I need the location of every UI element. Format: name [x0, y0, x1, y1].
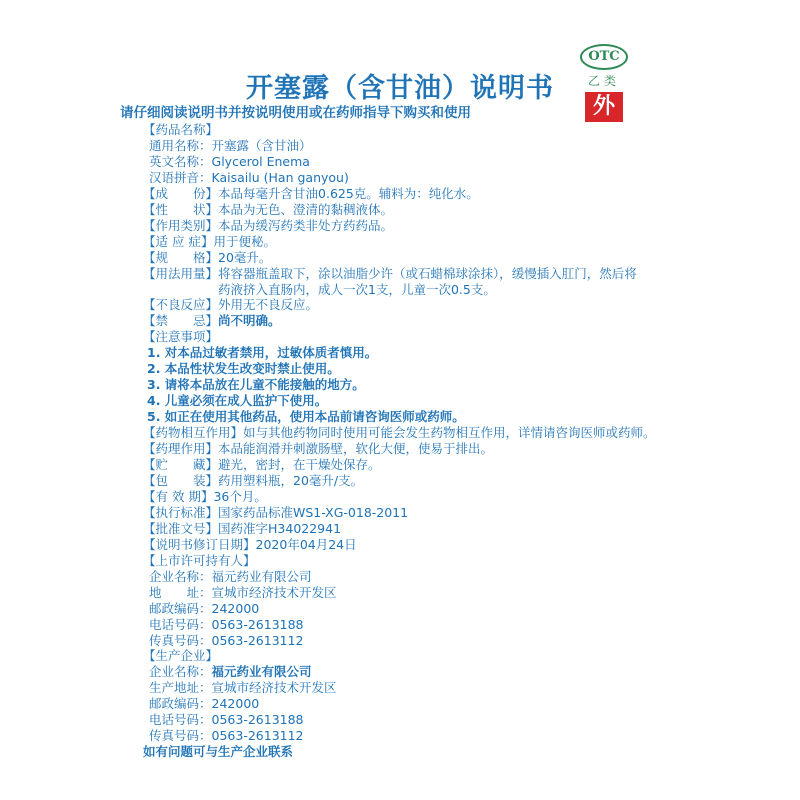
field-label: 传真号码： — [149, 632, 212, 648]
section-value: 外用无不良反应。 — [218, 297, 319, 313]
section-label: 【禁 忌】 — [143, 313, 219, 329]
field-label: 传真号码： — [149, 728, 212, 744]
section-label: 【适 应 症】 — [143, 233, 214, 249]
section-label: 【规 格】 — [143, 249, 219, 265]
section-value: 36个月。 — [213, 488, 267, 504]
field-value: Glycerol Enema — [211, 153, 310, 169]
section-value: 国药准字H34022941 — [218, 520, 342, 536]
section-row — [143, 234, 783, 250]
section-value: 用于便秘。 — [213, 233, 276, 249]
field-label: 生产地址： — [149, 680, 212, 696]
field-label: 企业名称： — [149, 568, 212, 584]
field-value: 242000 — [211, 696, 260, 712]
contact-note — [143, 744, 783, 760]
contact-note-text: 如有问题可与生产企业联系 — [143, 744, 294, 760]
section-label: 【贮 藏】 — [143, 457, 219, 473]
section-row — [143, 473, 783, 489]
precaution-text: 1. 对本品过敏者禁用，过敏体质者慎用。 — [147, 345, 378, 361]
info-field — [143, 601, 783, 617]
section-value: 2020年04月24日 — [255, 536, 357, 552]
field-label: 企业名称： — [149, 664, 212, 680]
field-value: 宣城市经济技术开发区 — [211, 680, 337, 696]
section-value: 避光，密封，在干燥处保存。 — [218, 457, 381, 473]
section-label: 【不良反应】 — [143, 297, 219, 313]
info-field — [143, 680, 783, 696]
section-row — [143, 521, 783, 537]
section-continuation — [143, 282, 783, 298]
precaution-text: 5. 如正在使用其他药品，使用本品前请咨询医师或药师。 — [147, 409, 465, 425]
section-label: 【说明书修订日期】 — [143, 536, 256, 552]
precaution-item — [143, 345, 783, 361]
precaution-item — [143, 393, 783, 409]
section-label: 【药物相互作用】 — [143, 425, 244, 441]
section-label: 【成 份】 — [143, 185, 219, 201]
section-row — [143, 313, 783, 329]
section-header-label: 【上市许可持有人】 — [143, 552, 256, 568]
info-field — [143, 585, 783, 601]
otc-class-label: 乙类 — [587, 74, 620, 88]
info-field — [143, 712, 783, 728]
section-value: 本品每毫升含甘油0.625克。辅料为：纯化水。 — [218, 185, 479, 201]
info-field — [143, 728, 783, 744]
section-row — [143, 218, 783, 234]
section-row — [143, 489, 783, 505]
section-header — [143, 648, 783, 664]
precaution-text: 3. 请将本品放在儿童不能接触的地方。 — [147, 377, 365, 393]
section-row — [143, 505, 783, 521]
otc-logo: OTC — [580, 44, 628, 70]
field-value: 0563-2613112 — [211, 728, 304, 744]
field-value: 0563-2613188 — [211, 616, 304, 632]
section-value: 本品为无色、澄清的黏稠液体。 — [218, 201, 394, 217]
section-row — [143, 250, 783, 266]
section-label: 【有 效 期】 — [143, 488, 214, 504]
section-row — [143, 297, 783, 313]
info-field — [143, 664, 783, 680]
section-value: 20毫升。 — [218, 249, 272, 265]
info-field — [143, 170, 783, 186]
precaution-item — [143, 361, 783, 377]
field-value: 福元药业有限公司 — [211, 568, 312, 584]
field-label: 汉语拼音： — [149, 169, 212, 185]
section-label: 【执行标准】 — [143, 504, 219, 520]
section-row — [143, 457, 783, 473]
field-value: Kaisailu (Han ganyou) — [211, 169, 349, 185]
section-value: 本品能润滑并刺激肠壁，软化大便，使易于排出。 — [218, 441, 494, 457]
field-label: 通用名称： — [149, 137, 212, 153]
section-value: 尚不明确。 — [218, 313, 281, 329]
info-field — [143, 633, 783, 649]
section-header — [143, 329, 783, 345]
section-header-label: 【生产企业】 — [143, 648, 219, 664]
section-value: 药用塑料瓶，20毫升/支。 — [218, 472, 364, 488]
field-value: 0563-2613188 — [211, 712, 304, 728]
field-label: 英文名称： — [149, 153, 212, 169]
info-field — [143, 617, 783, 633]
leaflet-content — [143, 122, 783, 760]
section-label: 【用法用量】 — [143, 265, 219, 281]
section-value: 本品为缓泻药类非处方药药品。 — [218, 217, 394, 233]
field-label: 电话号码： — [149, 616, 212, 632]
section-label: 【作用类别】 — [143, 217, 219, 233]
external-use-mark: 外 — [585, 92, 623, 122]
section-label: 【性 状】 — [143, 201, 219, 217]
field-value: 开塞露（含甘油） — [211, 137, 312, 153]
field-value: 福元药业有限公司 — [211, 664, 312, 680]
field-label: 邮政编码： — [149, 600, 212, 616]
info-field — [143, 154, 783, 170]
section-row — [143, 441, 783, 457]
info-field — [143, 569, 783, 585]
info-field — [143, 138, 783, 154]
section-value: 药液挤入直肠内，成人一次1支，儿童一次0.5支。 — [218, 281, 496, 297]
section-header-label: 【注意事项】 — [143, 329, 219, 345]
field-label: 地 址： — [149, 584, 212, 600]
section-row — [143, 266, 783, 282]
section-row — [143, 186, 783, 202]
section-label: 【批准文号】 — [143, 520, 219, 536]
field-value: 宣城市经济技术开发区 — [211, 584, 337, 600]
section-row — [143, 425, 783, 441]
page-subtitle: 请仔细阅读说明书并按说明使用或在药师指导下购买和使用 — [120, 105, 471, 121]
section-row — [143, 202, 783, 218]
precaution-text: 2. 本品性状发生改变时禁止使用。 — [147, 361, 340, 377]
section-label: 【包 装】 — [143, 472, 219, 488]
section-header — [143, 122, 783, 138]
section-value: 如与其他药物同时使用可能会发生药物相互作用，详情请咨询医师或药师。 — [243, 425, 656, 441]
info-field — [143, 696, 783, 712]
section-row — [143, 537, 783, 553]
field-value: 242000 — [211, 600, 260, 616]
section-label: 【药理作用】 — [143, 441, 219, 457]
precaution-item — [143, 409, 783, 425]
page-title: 开塞露（含甘油）说明书 — [246, 73, 554, 104]
section-header-label: 【药品名称】 — [143, 122, 219, 137]
section-value: 国家药品标准WS1-XG-018-2011 — [218, 504, 409, 520]
section-header — [143, 553, 783, 569]
precaution-text: 4. 儿童必须在成人监护下使用。 — [147, 393, 328, 409]
section-value: 将容器瓶盖取下，涂以油脂少许（或石蜡棉球涂抹），缓慢插入肛门，然后将 — [218, 265, 637, 281]
field-label: 电话号码： — [149, 712, 212, 728]
precaution-item — [143, 377, 783, 393]
field-value: 0563-2613112 — [211, 632, 304, 648]
field-label: 邮政编码： — [149, 696, 212, 712]
